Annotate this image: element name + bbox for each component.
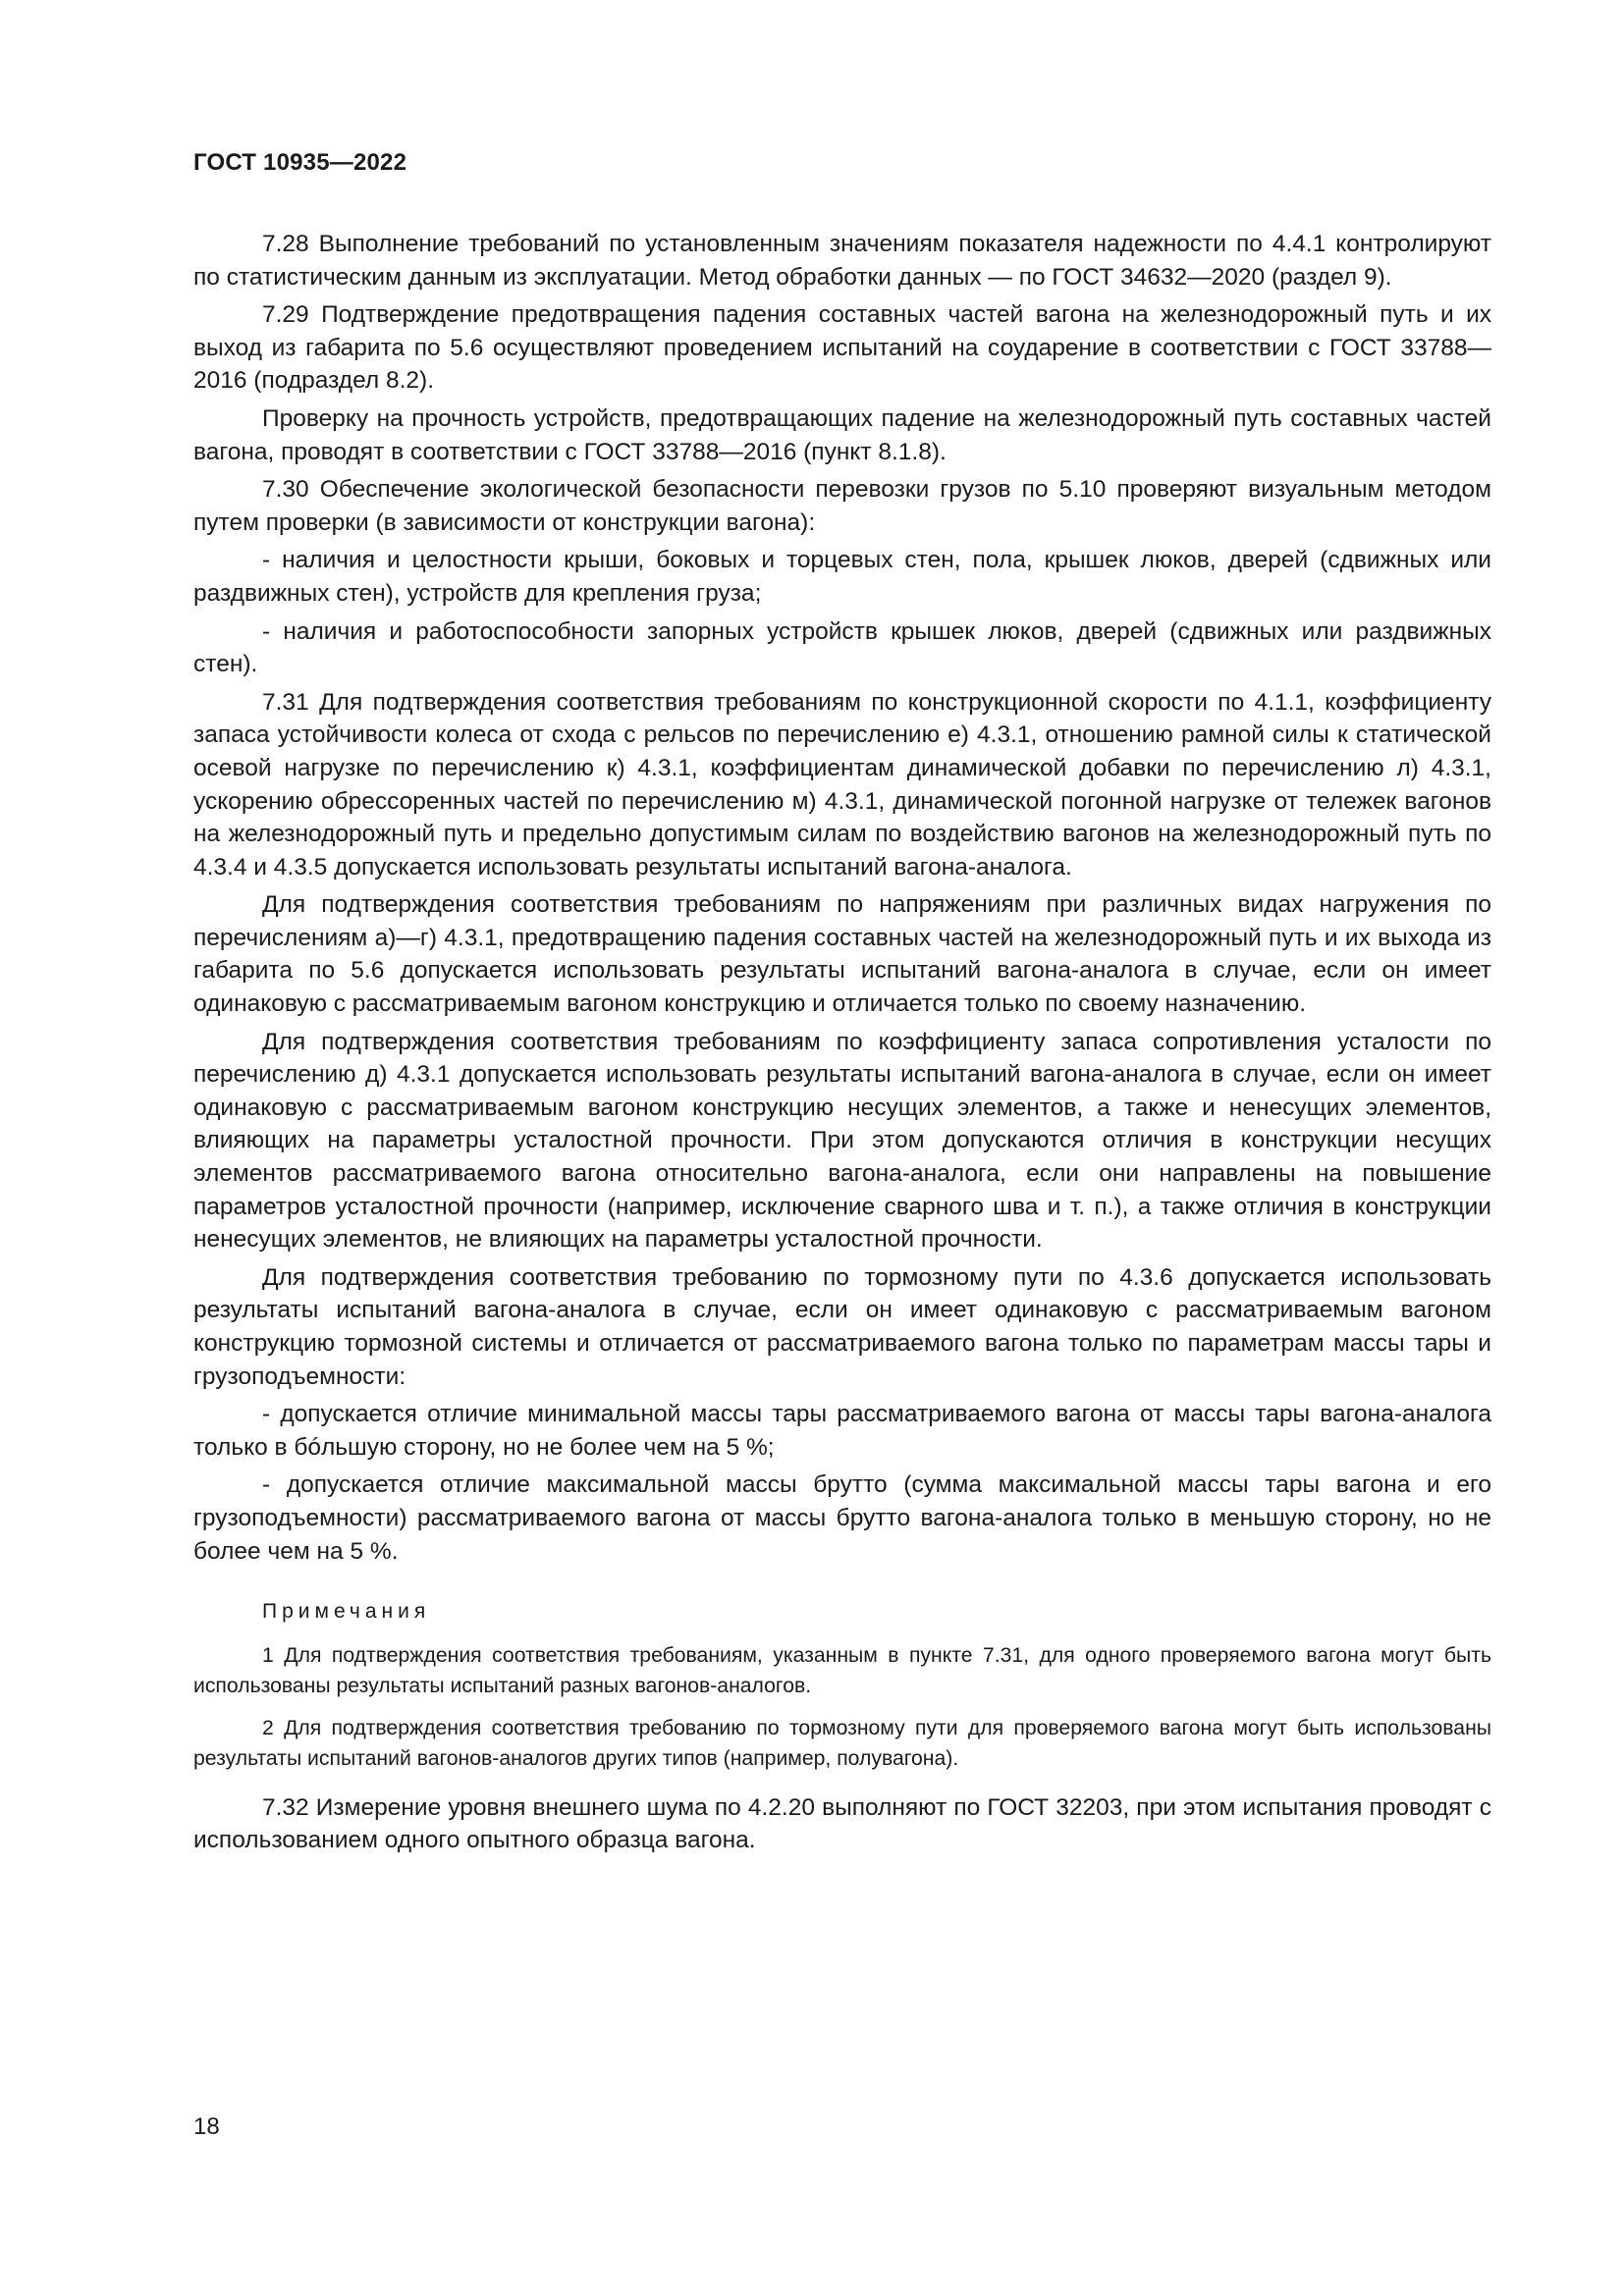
paragraph-7-28: 7.28 Выполнение требований по установленным значениям показателя надежности по 4.4.1 контролируют по статистическим данным из эксплуатации. Метод обработки данных — по ГОСТ 34632—2020 (раздел 9). <box>193 231 1491 291</box>
list-item-tare-mass: - допускается отличие минимальной массы тары рассматриваемого вагона от массы тары вагона-аналога только в бóльшую сторону, но не более чем на 5 %; <box>193 1401 1491 1461</box>
paragraph-7-30: 7.30 Обеспечение экологической безопасности перевозки грузов по 5.10 проверяют визуальным методом путем проверки (в зависимости от конструкции вагона): <box>193 476 1491 536</box>
paragraph-fatigue-resistance: Для подтверждения соответствия требованиям по коэффициенту запаса сопротивления усталости по перечислению д) 4.3.1 допускается использовать результаты испытаний вагона-аналога в случае, если он имеет одинаковую с рассматриваемым вагоном конструкцию несущих элементов, а также и ненесущих элементов, влияющих на параметры усталостной прочности. При этом допускаются отличия в конструкции несущих элементов рассматриваемого вагона относительно вагона-аналога, если они направлены на повышение параметров усталостной прочности (например, исключение сварного шва и т. п.), а также отличия в конструкции ненесущих элементов, не влияющих на параметры усталостной прочности. <box>193 1028 1491 1254</box>
list-item-locking-devices: - наличия и работоспособности запорных устройств крышек люков, дверей (сдвижных или раздвижных стен). <box>193 617 1491 678</box>
paragraph-7-31: 7.31 Для подтверждения соответствия требованиям по конструкционной скорости по 4.1.1, коэффициенту запаса устойчивости колеса от схода с рельсов по перечислению е) 4.3.1, отношению рамной силы к статической осевой нагрузке по перечислению к) 4.3.1, коэффициентам динамической добавки по перечислению л) 4.3.1, ускорению обрессоренных частей по перечислению м) 4.3.1, динамической погонной нагрузке от тележек вагонов на железнодорожный путь и предельно допустимым силам по воздействию вагонов на железнодорожный путь по 4.3.4 и 4.3.5 допускается использовать результаты испытаний вагона-аналога. <box>193 688 1491 881</box>
paragraph-7-29: 7.29 Подтверждение предотвращения падения составных частей вагона на железнодорожный путь и их выход из габарита по 5.6 осуществляют проведением испытаний на соударение в соответствии с ГОСТ 33788—2016 (подраздел 8.2). <box>193 301 1491 395</box>
document-body <box>193 228 1491 1857</box>
page-number: 18 <box>193 2113 220 2140</box>
notes-title: Примечания <box>262 1600 431 1624</box>
list-item-roof-walls: - наличия и целостности крыши, боковых и торцевых стен, пола, крышек люков, дверей (сдвижных или раздвижных стен), устройств для крепления груза; <box>193 547 1491 607</box>
paragraph-braking-distance: Для подтверждения соответствия требованию по тормозному пути по 4.3.6 допускается использовать результаты испытаний вагона-аналога в случае, если он имеет одинаковую с рассматриваемым вагоном конструкцию тормозной системы и отличается от рассматриваемого вагона только по параметрам массы тары и грузоподъемности: <box>193 1263 1491 1390</box>
note-item-2: 2 Для подтверждения соответствия требованию по тормозному пути для проверяемого вагона могут быть использованы результаты испытаний вагонов-аналогов других типов (например, полувагона). <box>193 1716 1491 1770</box>
document-header-title: ГОСТ 10935—2022 <box>193 149 407 176</box>
list-item-gross-mass: - допускается отличие максимальной массы брутто (сумма максимальной массы тары вагона и его грузоподъемности) рассматриваемого вагона от массы брутто вагона-аналога только в меньшую сторону, но не более чем на 5 %. <box>193 1471 1491 1565</box>
paragraph-fall-prevention-check: Проверку на прочность устройств, предотвращающих падение на железнодорожный путь составных частей вагона, проводят в соответствии с ГОСТ 33788—2016 (пункт 8.1.8). <box>193 404 1491 465</box>
note-item-1: 1 Для подтверждения соответствия требованиям, указанным в пункте 7.31, для одного проверяемого вагона могут быть использованы результаты испытаний разных вагонов-аналогов. <box>193 1643 1491 1697</box>
paragraph-stress-loading: Для подтверждения соответствия требованиям по напряжениям при различных видах нагружения по перечислениям а)—г) 4.3.1, предотвращению падения составных частей на железнодорожный путь и их выхода из габарита по 5.6 допускается использовать результаты испытаний вагона-аналога в случае, если он имеет одинаковую с рассматриваемым вагоном конструкцию и отличается только по своему назначению. <box>193 891 1491 1018</box>
paragraph-7-32: 7.32 Измерение уровня внешнего шума по 4.2.20 выполняют по ГОСТ 32203, при этом испытания проводят с использованием одного опытного образца вагона. <box>193 1793 1491 1854</box>
